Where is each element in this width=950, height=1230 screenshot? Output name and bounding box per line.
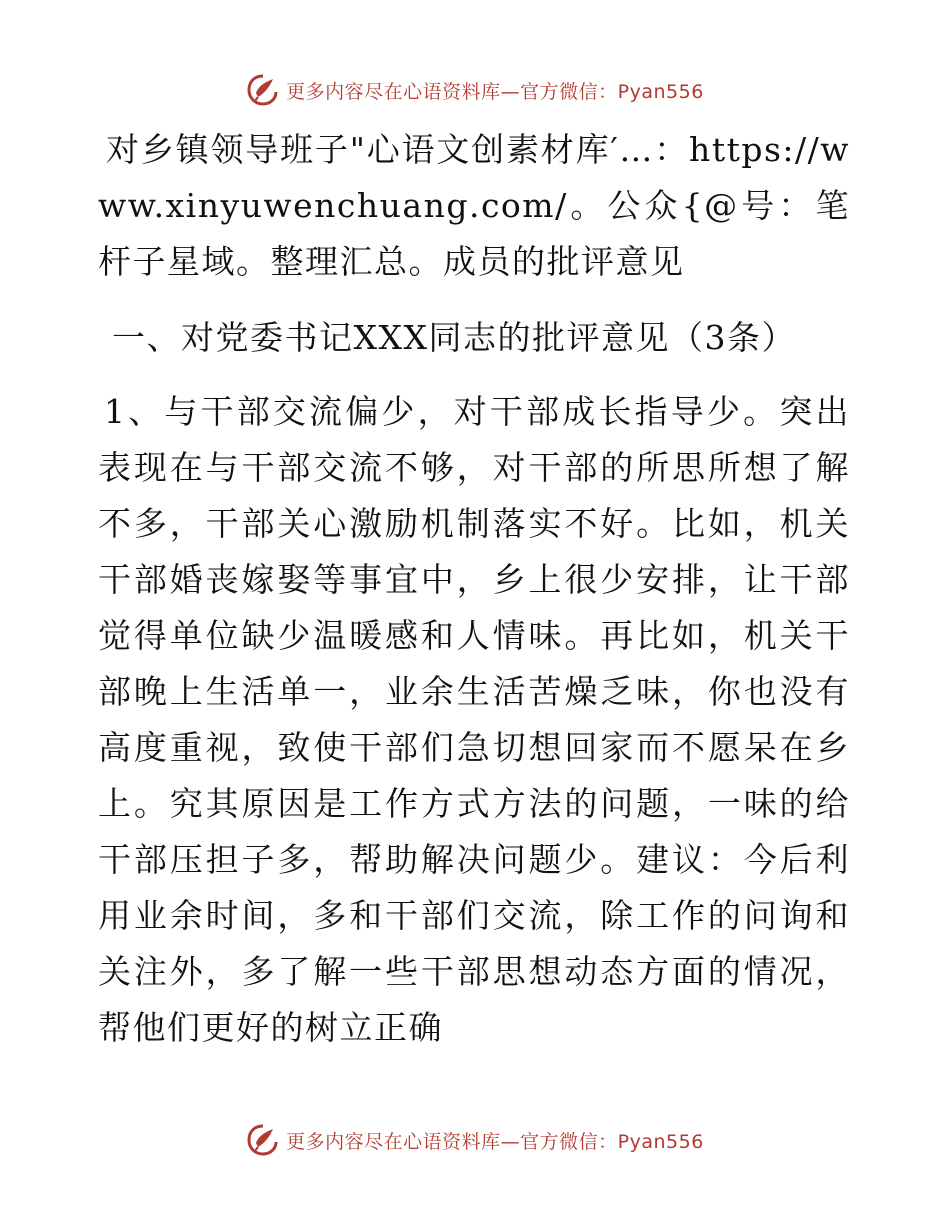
pen-swirl-logo-icon xyxy=(246,73,280,107)
section-heading: 一、对党委书记XXX同志的批评意见（3条） xyxy=(112,318,796,357)
document-body xyxy=(98,122,850,1056)
header-watermark-banner xyxy=(0,68,950,112)
pen-swirl-logo-icon xyxy=(246,1123,280,1157)
watermark-text: 更多内容尽在心语资料库—官方微信：Pyan556 xyxy=(286,80,704,103)
document-intro-paragraph: 对乡镇领导班子"心语文创素材库′…：https://www.xinyuwenchuang.com/。公众{@号：笔杆子星域。整理汇总。成员的批评意见 xyxy=(98,130,850,281)
body-paragraph: 1、与干部交流偏少，对干部成长指导少。突出表现在与干部交流不够，对干部的所思所想了解不多，干部关心激励机制落实不好。比如，机关干部婚丧嫁娶等事宜中，乡上很少安排，让干部觉得单位缺少温暖感和人情味。再比如，机关干部晚上生活单一，业余生活苦燥乏味，你也没有高度重视，致使干部们急切想回家而不愿呆在乡上。究其原因是工作方式方法的问题，一味的给干部压担子多，帮助解决问题少。建议：今后利用业余时间，多和干部们交流，除工作的问询和关注外，多了解一些干部思想动态方面的情况，帮他们更好的树立正确 xyxy=(98,392,850,1047)
watermark-text: 更多内容尽在心语资料库—官方微信：Pyan556 xyxy=(286,1130,704,1153)
footer-watermark-banner xyxy=(0,1118,950,1162)
